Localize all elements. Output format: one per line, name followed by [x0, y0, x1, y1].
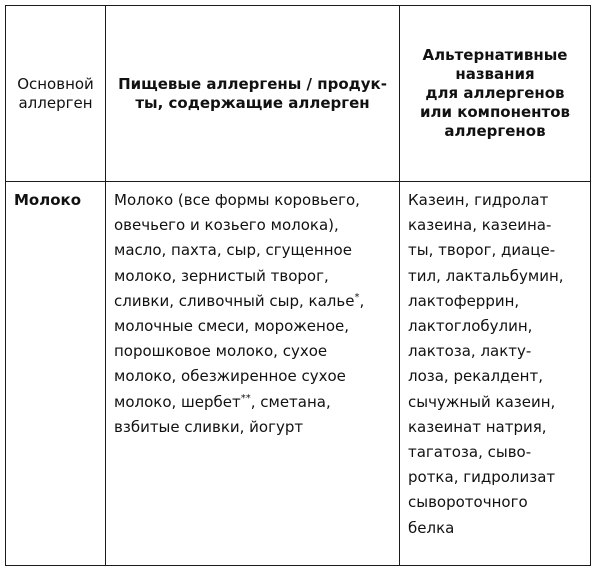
- products-line-text: молоко, шербет: [114, 392, 241, 411]
- header-text-line: ты, содержащие аллерген: [135, 93, 370, 112]
- cell-alternative-names: [400, 182, 591, 566]
- products-line: Молоко (все формы коровьего,: [114, 191, 360, 209]
- header-text-line: аллергенов: [444, 122, 546, 140]
- products-line-text: ,: [359, 291, 365, 310]
- products-line: масло, пахта, сыр, сгущенное: [114, 241, 352, 260]
- header-food-allergens: [106, 6, 400, 182]
- alternative-name-line: тил, лактальбумин,: [408, 266, 564, 285]
- alternative-name-line: ротка, гидролизат: [408, 468, 556, 487]
- products-line: овечьего и козьего молока),: [114, 216, 339, 235]
- header-main-allergen: [6, 6, 106, 182]
- cell-products: [106, 182, 400, 566]
- header-text-line: аллерген: [18, 93, 93, 112]
- alternative-name-line: сывороточного: [408, 493, 528, 512]
- header-text-line: Основной: [17, 74, 94, 93]
- table-row: [6, 182, 591, 566]
- header-alternative-names: [400, 6, 591, 182]
- alternative-name-line: казеина, казеина-: [408, 216, 552, 235]
- header-text-line: или компонентов: [419, 103, 571, 121]
- alternative-name-line: лактоферрин,: [408, 291, 520, 310]
- products-line: молоко, обезжиренное сухое: [114, 367, 346, 386]
- products-line: взбитые сливки, йогурт: [114, 417, 304, 436]
- alternative-name-line: белка: [408, 518, 455, 537]
- alternative-name-line: лактоза, лакту-: [408, 342, 532, 361]
- alternative-name-line: сычужный казеин,: [408, 392, 556, 411]
- allergen-table: [5, 5, 591, 566]
- footnote-mark: *: [354, 291, 360, 303]
- header-text-line: для аллергенов: [425, 84, 565, 102]
- footnote-mark: **: [240, 392, 251, 404]
- cell-allergen: [6, 182, 106, 566]
- table-header-row: [6, 6, 591, 182]
- alternative-name-line: лоза, рекалдент,: [408, 367, 543, 386]
- products-line: молочные смеси, мороженое,: [114, 317, 350, 336]
- alternative-name-line: тагатоза, сыво-: [408, 443, 532, 462]
- header-text-line: названия: [455, 65, 535, 83]
- alternative-name-line: ты, творог, диаце-: [408, 241, 556, 260]
- alternative-name-line: казеинат натрия,: [408, 417, 547, 436]
- header-text-line: Альтернативные: [422, 46, 568, 64]
- products-line-with-footnote: [114, 289, 395, 314]
- alternative-name-line: Казеин, гидролат: [408, 191, 549, 209]
- products-line-with-footnote: [114, 390, 395, 415]
- products-line: молоко, зернистый творог,: [114, 266, 329, 285]
- allergen-name: Молоко: [14, 191, 82, 209]
- alternative-name-line: лактоглобулин,: [408, 317, 533, 336]
- products-line-text: , сметана,: [250, 392, 331, 411]
- header-text-line: Пищевые аллергены / продук-: [118, 74, 387, 93]
- products-line: порошковое молоко, сухое: [114, 342, 328, 361]
- products-line-text: сливки, сливочный сыр, калье: [114, 291, 355, 310]
